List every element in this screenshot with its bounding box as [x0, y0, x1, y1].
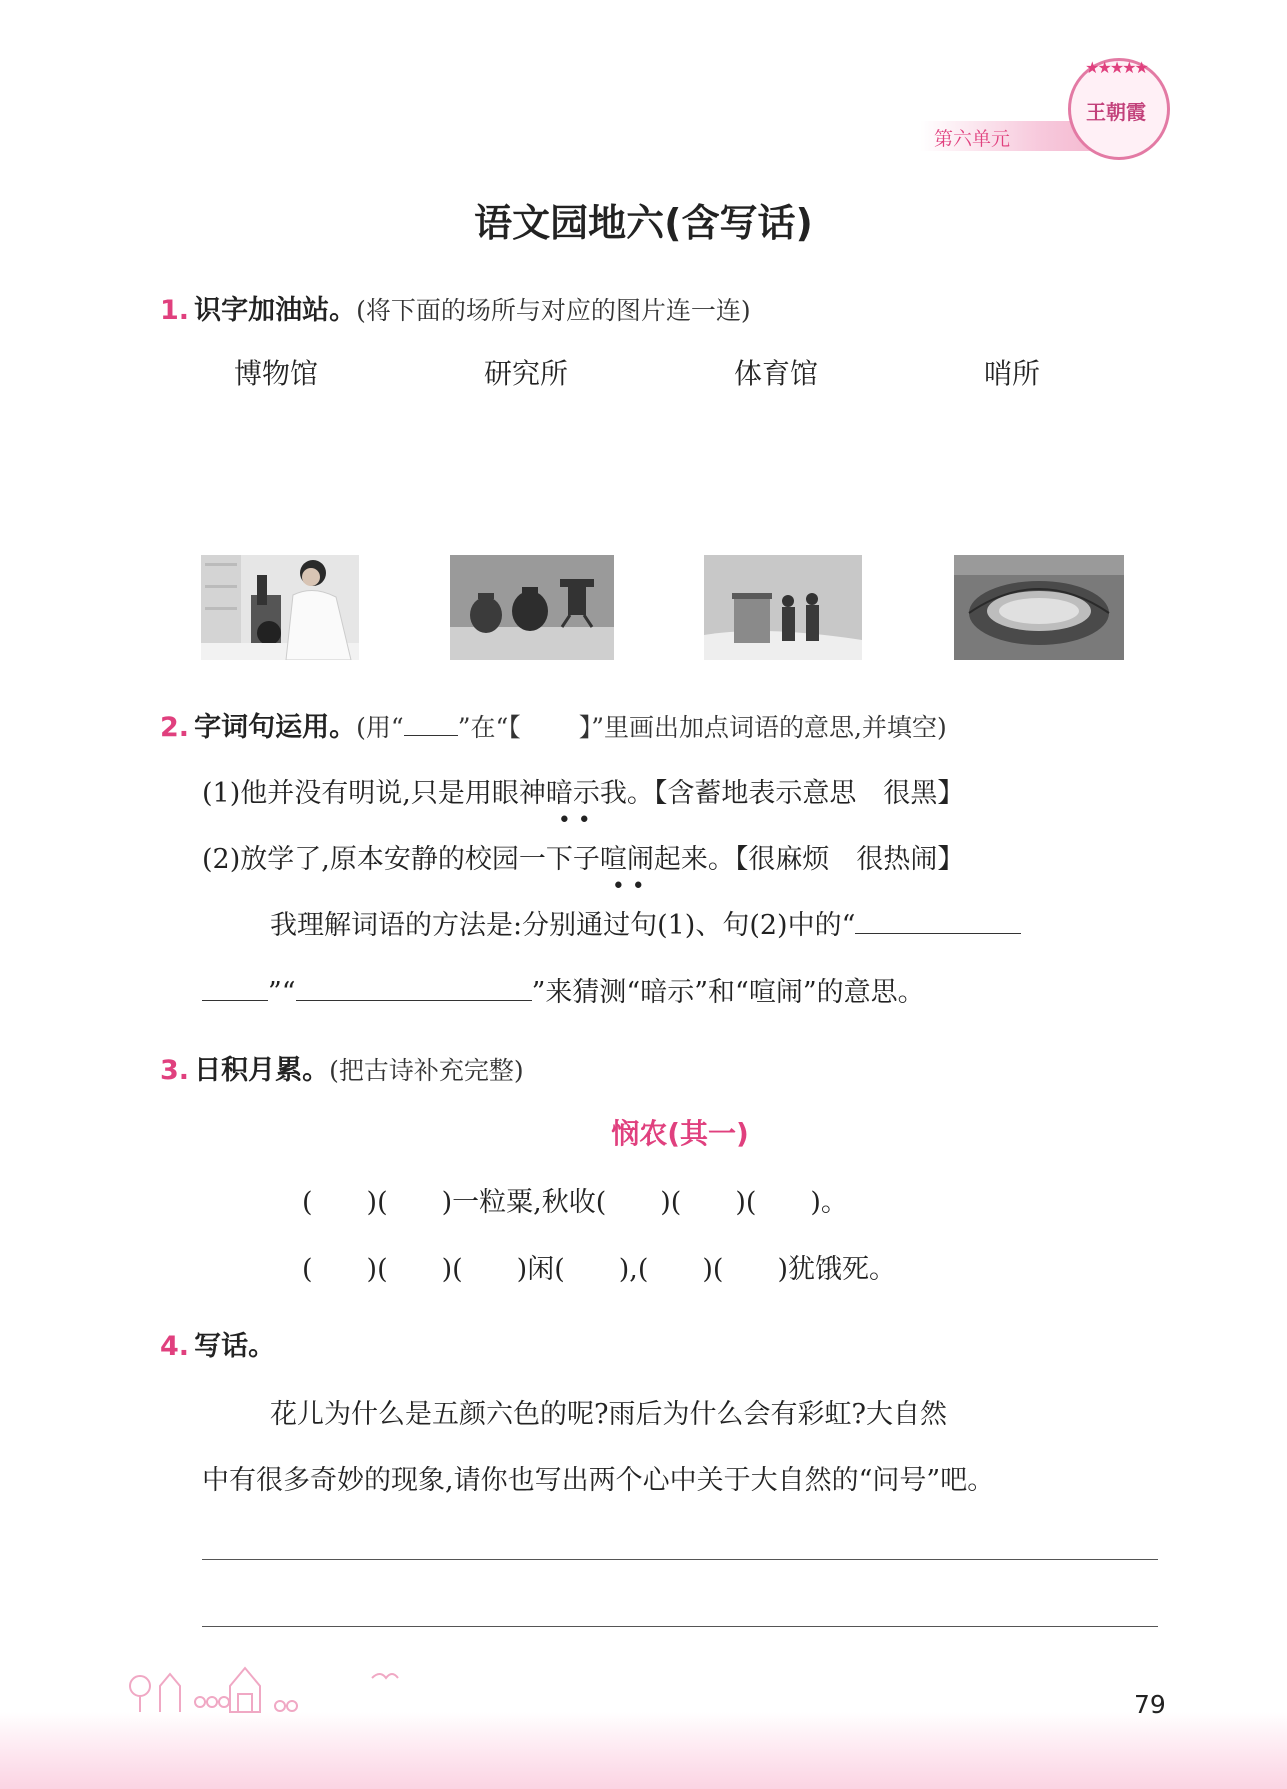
poem-title: 悯农(其一) [611, 1117, 749, 1150]
emphasis-dot: • • [557, 808, 591, 833]
museum-pottery-photo [450, 555, 614, 660]
question-2-header [160, 705, 947, 744]
brand-logo-text: 王朝霞 [1086, 100, 1146, 124]
question-note-part: ”在“【 [457, 713, 521, 742]
dotted-word [599, 844, 654, 899]
question-note-part: (用“ [356, 713, 404, 742]
word-stadium: 体育馆 [734, 357, 819, 390]
question-4-header [160, 1324, 275, 1363]
soldiers-outpost-photo [704, 555, 862, 660]
writing-line[interactable] [202, 1559, 1158, 1560]
question-title: 写话。 [194, 1331, 276, 1362]
dotted-word-text: 喧闹 [599, 844, 654, 875]
stadium-photo [954, 555, 1124, 660]
question-number: 1. [160, 295, 190, 326]
question-note: (将下面的场所与对应的图片连一连) [356, 296, 751, 325]
word-outpost: 哨所 [984, 357, 1041, 390]
fill-blank-line-1 [270, 903, 1021, 942]
dotted-word-text: 暗示 [545, 778, 600, 809]
poem-line-2[interactable]: ( )( )( )闲( ),( )( )犹饿死。 [302, 1254, 896, 1285]
star-icons: ★★★★★ [1085, 58, 1147, 77]
footer-band [0, 1712, 1287, 1789]
word-research-institute: 研究所 [484, 357, 569, 390]
underline-sample [404, 735, 458, 736]
writing-line[interactable] [202, 1626, 1158, 1627]
question-1-header [160, 288, 751, 327]
fill-blank[interactable] [855, 903, 1021, 934]
question-number: 3. [160, 1055, 190, 1086]
question-note-part: 】”里画出加点词语的意思,并填空) [578, 713, 947, 742]
sentence-text: (2)放学了,原本安静的校园一下子 [202, 844, 600, 875]
question-3-header [160, 1048, 524, 1087]
fill-text: 我理解词语的方法是:分别通过句(1)、句(2)中的“ [270, 910, 856, 941]
question-number: 2. [160, 712, 190, 743]
castle-doodle-icon [120, 1646, 320, 1720]
lab-scientist-photo [201, 555, 359, 660]
fill-blank-line-2 [202, 970, 925, 1009]
sentence-2 [202, 837, 965, 899]
question-note: (把古诗补充完整) [329, 1056, 524, 1085]
unit-label: 第六单元 [934, 128, 1011, 150]
sentence-1 [202, 771, 965, 833]
dotted-word [545, 778, 600, 833]
bird-doodle-icon [370, 1668, 400, 1692]
word-museum: 博物馆 [234, 357, 319, 390]
sentence-options[interactable]: 我。【含蓄地表示意思 很黑】 [599, 778, 965, 809]
poem-line-1[interactable]: ( )( )一粒粟,秋收( )( )( )。 [302, 1187, 848, 1218]
question-title: 识字加油站。 [194, 295, 357, 326]
page-title: 语文园地六(含写话) [474, 201, 813, 245]
fill-text: ”来猜测“暗示”和“喧闹”的意思。 [531, 977, 925, 1008]
fill-text: ”“ [268, 977, 296, 1008]
writing-prompt-line-1: 花儿为什么是五颜六色的呢?雨后为什么会有彩虹?大自然 [270, 1399, 947, 1430]
writing-prompt-line-2: 中有很多奇妙的现象,请你也写出两个心中关于大自然的“问号”吧。 [202, 1465, 995, 1496]
emphasis-dot: • • [611, 874, 645, 899]
sentence-text: (1)他并没有明说,只是用眼神 [202, 778, 546, 809]
fill-blank[interactable] [296, 970, 532, 1001]
page-number: 79 [1134, 1690, 1166, 1719]
question-title: 日积月累。 [194, 1055, 330, 1086]
fill-blank[interactable] [202, 970, 268, 1001]
sentence-options[interactable]: 起来。【很麻烦 很热闹】 [653, 844, 965, 875]
question-number: 4. [160, 1331, 190, 1362]
question-title: 字词句运用。 [194, 712, 357, 743]
